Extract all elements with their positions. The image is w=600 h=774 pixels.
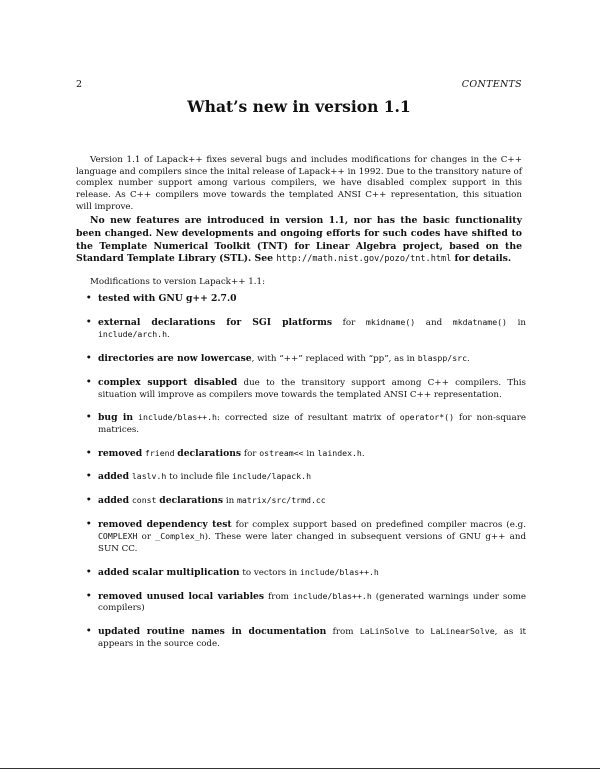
tnt-url: http://math.nist.gov/pozo/tnt.html xyxy=(276,254,452,265)
emphasis-text: No new features are introduced in version 1.1, nor has the basic functionality been changed. New developments and ongoing efforts for such codes have shifted to the Template Numerical Toolkit (TNT) for Linear Algebra project, based on the Standard Template Library (STL). See xyxy=(76,215,522,265)
page-title: What’s new in version 1.1 xyxy=(187,97,411,116)
list-item: • bug in include/blas++.h: corrected size of resultant matrix of operator*() for non-square matrices. xyxy=(86,412,527,435)
list-item: • removed dependency test for complex support based on predefined compiler macros (e.g. COMPLEXH or _Complex_h). These were later changed in subsequent versions of GNU g++ and SUN CC. xyxy=(86,518,527,555)
bullet-icon: • xyxy=(86,518,92,529)
bullet-icon: • xyxy=(86,495,92,506)
running-section-title: CONTENTS xyxy=(461,79,522,90)
list-item: • added const declarations in matrix/src/trmd.cc xyxy=(86,495,326,507)
bullet-icon: • xyxy=(86,293,92,303)
bullet-icon: • xyxy=(86,471,92,482)
emphasis-paragraph xyxy=(76,215,522,266)
list-item: • updated routine names in documentation from LaLinSolve to LaLinearSolve, as it appears in the source code. xyxy=(86,625,526,649)
page-number: 2 xyxy=(76,79,83,90)
list-item: • external declarations for SGI platforms for mkidname() and mkdatname() in include/arch.h. xyxy=(86,316,526,341)
bullet-icon: • xyxy=(86,353,92,364)
bullet-icon: • xyxy=(86,566,92,577)
bullet-icon: • xyxy=(86,447,92,458)
emphasis-tail: for details. xyxy=(454,253,512,265)
list-item: • added laslv.h to include file include/lapack.h xyxy=(86,471,312,483)
bullet-icon: • xyxy=(86,625,92,636)
bullet-icon: • xyxy=(86,316,92,327)
list-item: • tested with GNU g++ 2.7.0 xyxy=(86,293,237,304)
list-item: • removed friend declarations for ostream<< in laindex.h. xyxy=(86,447,365,459)
list-item: • complex support disabled due to the transitory support among C++ compilers. This situation will improve as compilers move towards the templated ANSI C++ representation. xyxy=(86,376,526,400)
bullet-icon: • xyxy=(86,376,92,387)
bullet-icon: • xyxy=(86,590,92,601)
list-item: • directories are now lowercase, with “++” replaced with “pp”, as in blaspp/src. xyxy=(86,353,470,365)
intro-paragraph: Version 1.1 of Lapack++ fixes several bugs and includes modifications for changes in the C++ language and compilers since the inital release of Lapack++ in 1992. Due to the transitory nature of complex number support among various compilers, we have disabled complex support in this release. As C++ compilers move towards the templated ANSI C++ representation, this situation will improve. xyxy=(76,155,522,212)
list-item: • added scalar multiplication to vectors in include/blas++.h xyxy=(86,566,379,578)
modifications-list xyxy=(84,293,526,661)
list-item: • removed unused local variables from include/blas++.h (generated warnings under some compilers) xyxy=(86,590,526,614)
bullet-icon: • xyxy=(86,412,92,423)
bottom-rule xyxy=(0,768,600,769)
modifications-intro: Modifications to version Lapack++ 1.1: xyxy=(90,277,266,287)
